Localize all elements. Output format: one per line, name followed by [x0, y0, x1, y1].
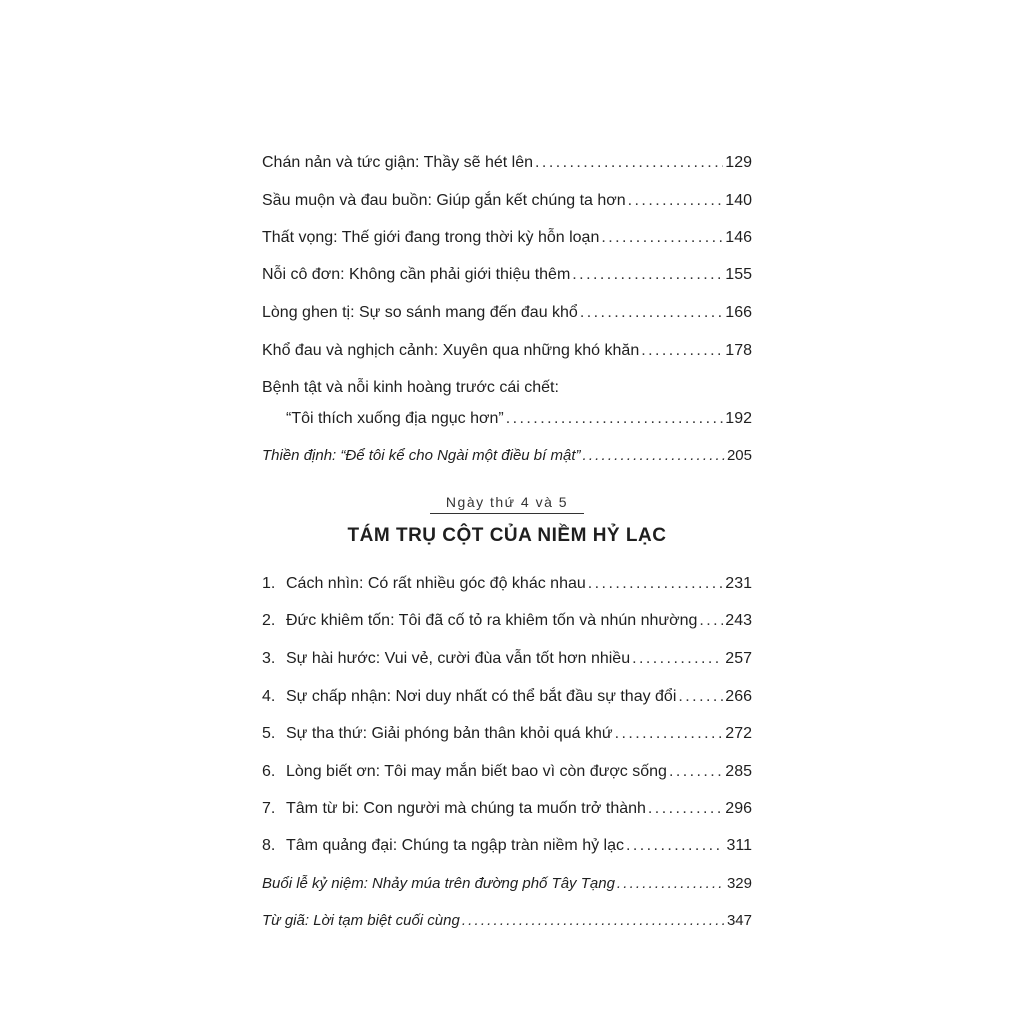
toc-entry-label: Sự chấp nhận: Nơi duy nhất có thể bắt đầu sự thay đổi: [286, 688, 677, 705]
toc-entry[interactable]: [262, 265, 752, 285]
toc-entry[interactable]: [262, 191, 752, 211]
dot-leader: [583, 446, 725, 466]
toc-entry-label: Buổi lễ kỷ niệm: Nhảy múa trên đường phố Tây Tạng: [262, 875, 615, 892]
toc-entry[interactable]: [262, 228, 752, 248]
dot-leader: [462, 911, 725, 931]
toc-entry-label: “Tôi thích xuống địa ngục hơn”: [286, 410, 504, 427]
dot-leader: [506, 409, 724, 429]
toc-page-number: 272: [725, 725, 752, 742]
dot-leader: [572, 265, 723, 285]
dot-leader: [699, 611, 723, 631]
toc-entry-number: 3.: [262, 650, 276, 667]
toc-page-number: 329: [726, 875, 752, 892]
toc-page-number: 205: [726, 447, 752, 464]
toc-page-number: 146: [725, 229, 752, 246]
dot-leader: [626, 836, 725, 856]
dot-leader: [588, 574, 724, 594]
toc-page-number: 166: [725, 304, 752, 321]
toc-entry[interactable]: [262, 687, 752, 707]
toc-entry-number: 4.: [262, 688, 276, 705]
toc-entry[interactable]: [262, 724, 752, 744]
toc-entry-label: Sầu muộn và đau buồn: Giúp gắn kết chúng ta hơn: [262, 192, 626, 209]
toc-entry[interactable]: [262, 799, 752, 819]
toc-entry-label: Khổ đau và nghịch cảnh: Xuyên qua những khó khăn: [262, 342, 640, 359]
toc-page-number: 243: [725, 612, 752, 629]
dot-leader: [669, 762, 723, 782]
toc-entry[interactable]: [262, 303, 752, 323]
dot-leader: [580, 303, 723, 323]
toc-page-number: 257: [725, 650, 752, 667]
toc-entry[interactable]: [286, 409, 752, 429]
section-kicker: Ngày thứ 4 và 5: [430, 494, 584, 514]
toc-entry[interactable]: [262, 649, 752, 669]
toc-entry[interactable]: [262, 574, 752, 594]
toc-page-number: 129: [725, 154, 752, 171]
toc-page-number: 296: [725, 800, 752, 817]
toc-entry-label: Chán nản và tức giận: Thầy sẽ hét lên: [262, 154, 534, 171]
toc-entry-number: 8.: [262, 837, 276, 854]
toc-entry-label: Lòng ghen tị: Sự so sánh mang đến đau khổ: [262, 304, 578, 321]
toc-page-number: 178: [725, 342, 752, 359]
toc-entry-number: 6.: [262, 763, 276, 780]
toc-entry-celebration[interactable]: [262, 874, 752, 894]
toc-entry-number: 1.: [262, 575, 276, 592]
toc-page-number: 311: [726, 837, 752, 854]
toc-page-number: 140: [725, 192, 752, 209]
toc-page-number: 231: [725, 575, 752, 592]
dot-leader: [535, 153, 723, 173]
toc-entry-first-line[interactable]: Bệnh tật và nỗi kinh hoàng trước cái chết:: [262, 379, 559, 396]
toc-entry-label: Sự hài hước: Vui vẻ, cười đùa vẫn tốt hơn nhiều: [286, 650, 631, 667]
dot-leader: [632, 649, 723, 669]
toc-entry[interactable]: [262, 611, 752, 631]
dot-leader: [628, 191, 724, 211]
toc-page-number: 192: [725, 410, 752, 427]
dot-leader: [648, 799, 723, 819]
dot-leader: [615, 724, 724, 744]
toc-page-number: 347: [726, 912, 752, 929]
toc-entry-label: Sự tha thứ: Giải phóng bản thân khỏi quá khứ: [286, 725, 613, 742]
toc-entry-label: Cách nhìn: Có rất nhiều góc độ khác nhau: [286, 575, 586, 592]
dot-leader: [601, 228, 723, 248]
toc-entry-farewell[interactable]: [262, 911, 752, 931]
toc-page-number: 155: [725, 266, 752, 283]
toc-page-number: 266: [725, 688, 752, 705]
toc-entry[interactable]: [262, 341, 752, 361]
toc-entry-label: Tâm quảng đại: Chúng ta ngập tràn niềm hỷ lạc: [286, 837, 624, 854]
toc-entry-label: Tâm từ bi: Con người mà chúng ta muốn trở thành: [286, 800, 646, 817]
toc-entry-label: Thất vọng: Thế giới đang trong thời kỳ hỗn loạn: [262, 229, 600, 246]
toc-entry[interactable]: [262, 153, 752, 173]
dot-leader: [678, 687, 723, 707]
dot-leader: [641, 341, 723, 361]
toc-entry-label: Nỗi cô đơn: Không cần phải giới thiệu thêm: [262, 266, 571, 283]
toc-entry-label: Lòng biết ơn: Tôi may mắn biết bao vì còn được sống: [286, 763, 667, 780]
dot-leader: [617, 874, 725, 894]
toc-page-number: 285: [725, 763, 752, 780]
toc-entry-label: Từ giã: Lời tạm biệt cuối cùng: [262, 912, 460, 929]
toc-entry[interactable]: [262, 762, 752, 782]
toc-entry-meditation[interactable]: [262, 446, 752, 466]
toc-entry-number: 5.: [262, 725, 276, 742]
toc-entry-label: Thiền định: “Để tôi kể cho Ngài một điều bí mật”: [262, 447, 581, 464]
toc-entry[interactable]: [262, 836, 752, 856]
toc-entry-label: Đức khiêm tốn: Tôi đã cố tỏ ra khiêm tốn và nhún nhường: [286, 612, 698, 629]
toc-entry-number: 2.: [262, 612, 276, 629]
section-title: TÁM TRỤ CỘT CỦA NIỀM HỶ LẠC: [347, 525, 667, 546]
toc-entry-number: 7.: [262, 800, 276, 817]
